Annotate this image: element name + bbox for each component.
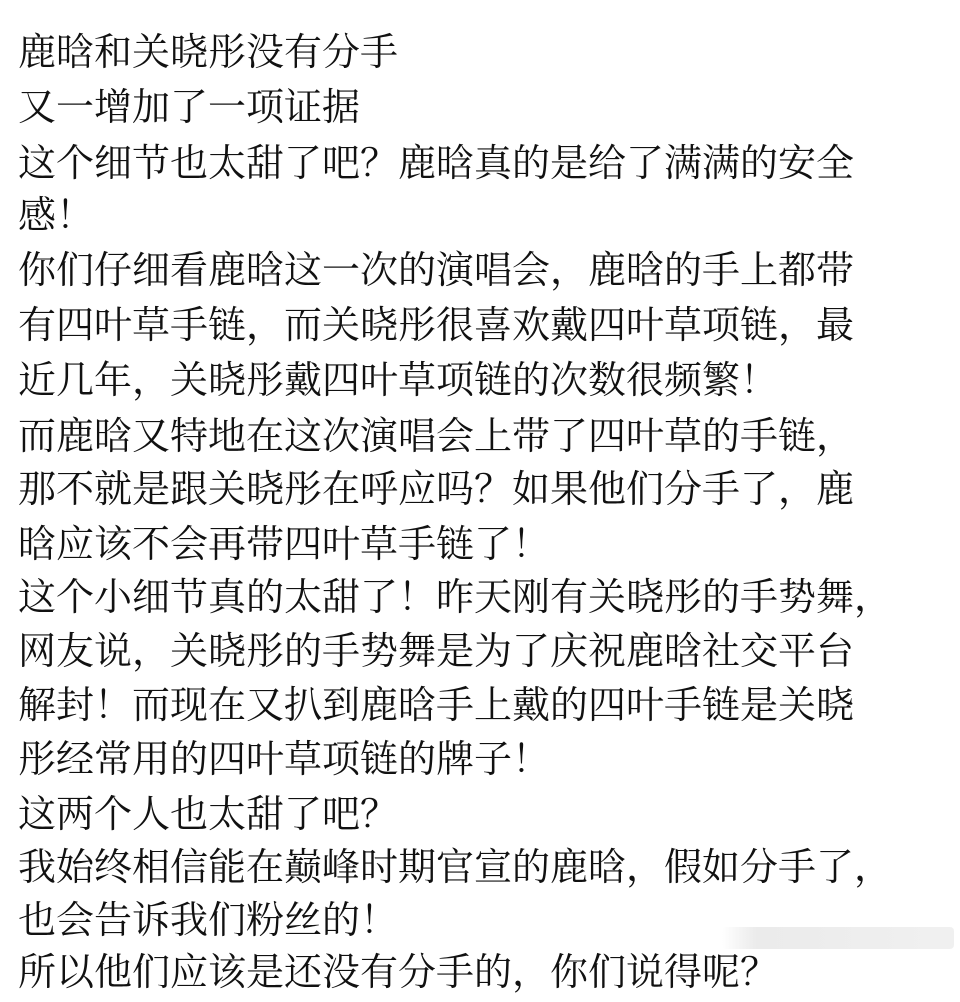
text-line: 这两个人也太甜了吧？ (18, 792, 399, 836)
text-line: 有四叶草手链，而关晓彤很喜欢戴四叶草项链，最 (18, 303, 855, 347)
text-line: 我始终相信能在巅峰时期官宣的鹿晗，假如分手了， (18, 845, 893, 889)
text-line: 你们仔细看鹿晗这一次的演唱会，鹿晗的手上都带 (18, 248, 855, 292)
watermark (722, 927, 954, 949)
text-line: 又一增加了一项证据 (18, 85, 361, 129)
text-line: 鹿晗和关晓彤没有分手 (18, 30, 399, 74)
text-line: 彤经常用的四叶草项链的牌子！ (18, 737, 551, 781)
text-line: 网友说，关晓彤的手势舞是为了庆祝鹿晗社交平台 (18, 629, 855, 673)
text-line: 也会告诉我们粉丝的！ (18, 898, 399, 942)
text-line: 那不就是跟关晓彤在呼应吗？如果他们分手了，鹿 (18, 467, 855, 511)
text-line: 这个细节也太甜了吧？鹿晗真的是给了满满的安全 (18, 141, 855, 185)
text-line: 所以他们应该是还没有分手的，你们说得呢？ (18, 950, 779, 994)
text-line: 近几年，关晓彤戴四叶草项链的次数很频繁！ (18, 358, 779, 402)
text-line: 这个小细节真的太甜了！昨天刚有关晓彤的手势舞， (18, 575, 893, 619)
text-line: 晗应该不会再带四叶草手链了！ (18, 522, 551, 566)
text-line: 而鹿晗又特地在这次演唱会上带了四叶草的手链， (18, 414, 855, 458)
text-line: 解封！而现在又扒到鹿晗手上戴的四叶手链是关晓 (18, 683, 855, 727)
text-line: 感！ (18, 193, 95, 237)
